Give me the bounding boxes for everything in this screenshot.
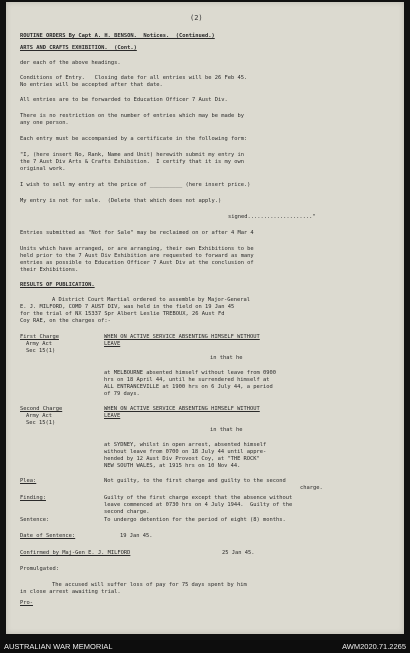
signature-line: signed...................." [228, 214, 316, 220]
second-charge-body: without leave from 0700 on 18 July 44 until appre- [104, 449, 267, 455]
first-charge-sec: Sec 15(1) [26, 348, 56, 354]
page-number: (2) [190, 14, 203, 22]
plea-text: Not guilty, to the first charge and guilty to the second [104, 478, 286, 484]
first-charge-title2: LEAVE [104, 341, 121, 347]
second-charge-sec: Sec 15(1) [26, 420, 56, 426]
body-line: Conditions of Entry. Closing date for all entries will be 26 Feb 45. [20, 75, 248, 81]
confirmed-date: 25 Jan 45. [222, 550, 255, 556]
finding-text-3: second charge. [104, 509, 150, 515]
first-charge-body: hrs on 18 April 44, until he surrendered himself at [104, 377, 270, 383]
closing-line: in close arrest awaiting trial. [20, 589, 121, 595]
second-charge-body: NEW SOUTH WALES, at 1915 hrs on 10 Nov 44. [104, 463, 241, 469]
body-line: original work. [20, 166, 66, 172]
court-line: for the trial of NX 15337 Spr Albert Leslie TREBOUX, 26 Aust Fd [20, 311, 225, 317]
archive-accession-number: AWM2020.71.2265 [342, 642, 406, 651]
body-line: There is no restriction on the number of entries which may be made by [20, 113, 244, 119]
second-charge-in-that: in that he [210, 427, 243, 433]
first-charge-body: ALL ENTRANCEVILLE at 1900 hrs on 6 July 44, a period [104, 384, 273, 390]
body-line: entries as possible to Education Officer 7 Aust Div at the conclusion of [20, 260, 254, 266]
first-charge-label: First Charge [20, 334, 59, 340]
body-line: any one person. [20, 120, 69, 126]
body-line: Entries submitted as "Not for Sale" may be reclaimed on or after 4 Mar 4 [20, 230, 254, 236]
body-line: I wish to sell my entry at the price of __________ (here insert price.) [20, 182, 251, 188]
second-charge-label: Second Charge [20, 406, 63, 412]
sentence-label: Sentence: [20, 517, 50, 523]
archive-name: AUSTRALIAN WAR MEMORIAL [4, 642, 113, 651]
confirmed-label: Confirmed by Maj-Gen E. J. MILFORD [20, 550, 131, 556]
body-line: Each entry must be accompanied by a certificate in the following form: [20, 136, 248, 142]
court-line: Coy RAE, on the charges of:- [20, 318, 111, 324]
finding-label: Finding: [20, 495, 46, 501]
first-charge-in-that: in that he [210, 355, 243, 361]
second-charge-title: WHEN ON ACTIVE SERVICE ABSENTING HIMSELF WITHOUT [104, 406, 260, 412]
body-line: held prior to the 7 Aust Div Exhibition are requested to forward as many [20, 253, 254, 259]
sentence-text: To undergo detention for the period of eight (8) months. [104, 517, 286, 523]
body-line: My entry is not for sale. (Delete that which does not apply.) [20, 198, 222, 204]
second-charge-body: at SYDNEY, whilst in open arrest, absented himself [104, 442, 267, 448]
closing-line: The accused will suffer loss of pay for 75 days spent by him [52, 582, 247, 588]
body-line: the 7 Aust Div Arts & Crafts Exhibition. I certify that it is my own [20, 159, 244, 165]
court-line: E. J. MILFORD, COMD 7 AUST DIV, was held in the field on 19 Jan 45 [20, 304, 235, 310]
body-line: No entries will be accepted after that date. [20, 82, 163, 88]
finding-text-2: leave commenced at 0730 hrs on 4 July 1944. Guilty of the [104, 502, 293, 508]
continuation-fragment: Pro- [20, 600, 33, 606]
second-charge-act: Army Act [26, 413, 52, 419]
first-charge-title: WHEN ON ACTIVE SERVICE ABSENTING HIMSELF WITHOUT [104, 334, 260, 340]
first-charge-body: of 79 days. [104, 391, 140, 397]
section-arts-crafts-title: ARTS AND CRAFTS EXHIBITION. (Cont.) [20, 45, 137, 51]
body-line: Units which have arranged, or are arranging, their own Exhibitions to be [20, 246, 254, 252]
first-charge-act: Army Act [26, 341, 52, 347]
routine-orders-heading: ROUTINE ORDERS By Capt A. H. BENSON. Notices. (Continued.) [20, 33, 215, 39]
court-line: A District Court Martial ordered to assemble by Major-General [52, 297, 250, 303]
promulgated-label: Promulgated: [20, 566, 59, 572]
plea-text-2: charge. [300, 485, 323, 491]
body-line: der each of the above headings. [20, 60, 121, 66]
date-of-sentence-value: 19 Jan 45. [120, 533, 153, 539]
section-results-title: RESULTS OF PUBLICATION. [20, 282, 95, 288]
archive-ribbon [0, 640, 410, 653]
body-line: All entries are to be forwarded to Education Officer 7 Aust Div. [20, 97, 228, 103]
body-line: "I, (here insert No, Rank, Name and Unit) herewith submit my entry in [20, 152, 244, 158]
finding-text: Guilty of the first charge except that the absence without [104, 495, 293, 501]
second-charge-title2: LEAVE [104, 413, 121, 419]
second-charge-body: hended by 12 Aust Div Provost Coy, at "THE ROCK" [104, 456, 260, 462]
first-charge-body: at MELBOURNE absented himself without leave from 0900 [104, 370, 277, 376]
plea-label: Plea: [20, 478, 37, 484]
body-line: their Exhibitions. [20, 267, 79, 273]
date-of-sentence-label: Date of Sentence: [20, 533, 76, 539]
